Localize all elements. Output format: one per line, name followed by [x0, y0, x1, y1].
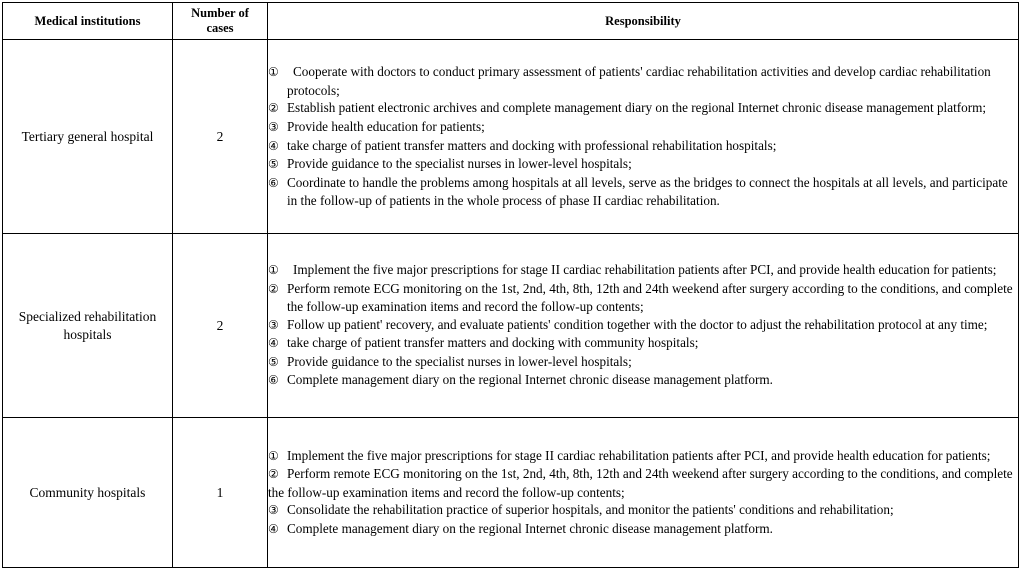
- table-row: [3, 234, 1019, 418]
- header-institutions: Medical institutions: [3, 3, 173, 40]
- cases-cell: 2: [173, 234, 268, 418]
- item-marker: ①: [268, 65, 279, 80]
- responsibility-item: [268, 118, 1018, 137]
- responsibility-cell: [268, 40, 1019, 234]
- table-row: [3, 418, 1019, 568]
- responsibility-item: [268, 501, 1018, 520]
- item-text: take charge of patient transfer matters and docking with community hospitals;: [287, 335, 699, 351]
- item-marker: ②: [268, 101, 279, 116]
- item-marker: ②: [268, 281, 279, 296]
- responsibility-item: [268, 63, 1018, 99]
- item-marker: ④: [268, 336, 279, 351]
- item-marker: ④: [268, 138, 279, 153]
- item-text: Establish patient electronic archives and complete management diary on the regional Internet chronic disease management platform;: [287, 100, 987, 116]
- item-marker: ③: [268, 119, 279, 134]
- item-text: Complete management diary on the regional Internet chronic disease management platform.: [287, 520, 773, 536]
- item-text: Coordinate to handle the problems among hospitals at all levels, serve as the bridges to connect the hospitals at all levels, and participate in the follow-up of patients in the whole process of phase II cardiac rehabilitation.: [287, 174, 1008, 209]
- item-marker: ⑥: [268, 175, 279, 190]
- responsibility-cell: [268, 234, 1019, 418]
- item-text: Consolidate the rehabilitation practice of superior hospitals, and monitor the patients' conditions and rehabilitation;: [287, 502, 894, 518]
- cases-cell: 1: [173, 418, 268, 568]
- item-marker: ④: [268, 521, 279, 536]
- item-marker: ③: [268, 503, 279, 518]
- responsibility-cell: [268, 418, 1019, 568]
- responsibility-item: [268, 520, 1018, 539]
- item-marker: ②: [268, 467, 279, 482]
- item-marker: ③: [268, 317, 279, 332]
- item-text: Perform remote ECG monitoring on the 1st, 2nd, 4th, 8th, 12th and 24th weekend after surgery according to the conditions, and complete the follow-up examination items and record the follow-up contents;: [287, 280, 1013, 315]
- responsibility-item: [268, 155, 1018, 174]
- item-text: Implement the five major prescriptions for stage II cardiac rehabilitation patients after PCI, and provide health education for patients;: [293, 261, 997, 277]
- item-marker: ⑤: [268, 157, 279, 172]
- item-text: Provide health education for patients;: [287, 118, 485, 134]
- responsibility-item: [268, 465, 1018, 501]
- cases-cell: 2: [173, 40, 268, 234]
- header-row: [3, 3, 1019, 40]
- institution-cell: Community hospitals: [3, 418, 173, 568]
- item-marker: ①: [268, 448, 279, 463]
- responsibility-table: [2, 2, 1019, 568]
- header-responsibility: Responsibility: [268, 3, 1019, 40]
- item-text: Follow up patient' recovery, and evaluate patients' condition together with the doctor to adjust the rehabilitation protocol at any time;: [287, 316, 988, 332]
- header-cases: [173, 3, 268, 40]
- responsibility-item: [268, 353, 1018, 372]
- table-row: [3, 40, 1019, 234]
- item-text: Complete management diary on the regional Internet chronic disease management platform.: [287, 372, 773, 388]
- responsibility-item: [268, 137, 1018, 156]
- item-text: Perform remote ECG monitoring on the 1st, 2nd, 4th, 8th, 12th and 24th weekend after surgery according to the conditions, and complete the follow-up examination items and record the follow-up contents;: [268, 466, 1013, 500]
- item-text: take charge of patient transfer matters and docking with professional rehabilitation hospitals;: [287, 137, 777, 153]
- item-text: Cooperate with doctors to conduct primary assessment of patients' cardiac rehabilitation activities and develop cardiac rehabilitation protocols;: [287, 64, 991, 98]
- institution-cell: Tertiary general hospital: [3, 40, 173, 234]
- responsibility-item: [268, 174, 1018, 210]
- responsibility-item: [268, 99, 1018, 118]
- item-marker: ⑤: [268, 354, 279, 369]
- responsibility-item: [268, 316, 1018, 335]
- institution-cell: Specialized rehabilitation hospitals: [3, 234, 173, 418]
- responsibility-item: [268, 261, 1018, 280]
- responsibility-item: [268, 447, 1018, 466]
- responsibility-item: [268, 334, 1018, 353]
- item-marker: ⑥: [268, 373, 279, 388]
- item-text: Provide guidance to the specialist nurses in lower-level hospitals;: [287, 156, 632, 172]
- item-text: Provide guidance to the specialist nurses in lower-level hospitals;: [287, 353, 632, 369]
- item-text: Implement the five major prescriptions for stage II cardiac rehabilitation patients after PCI, and provide health education for patients;: [287, 447, 991, 463]
- responsibility-item: [268, 371, 1018, 390]
- item-marker: ①: [268, 262, 279, 277]
- header-cases-label: Number of cases: [191, 6, 249, 35]
- responsibility-item: [268, 280, 1018, 316]
